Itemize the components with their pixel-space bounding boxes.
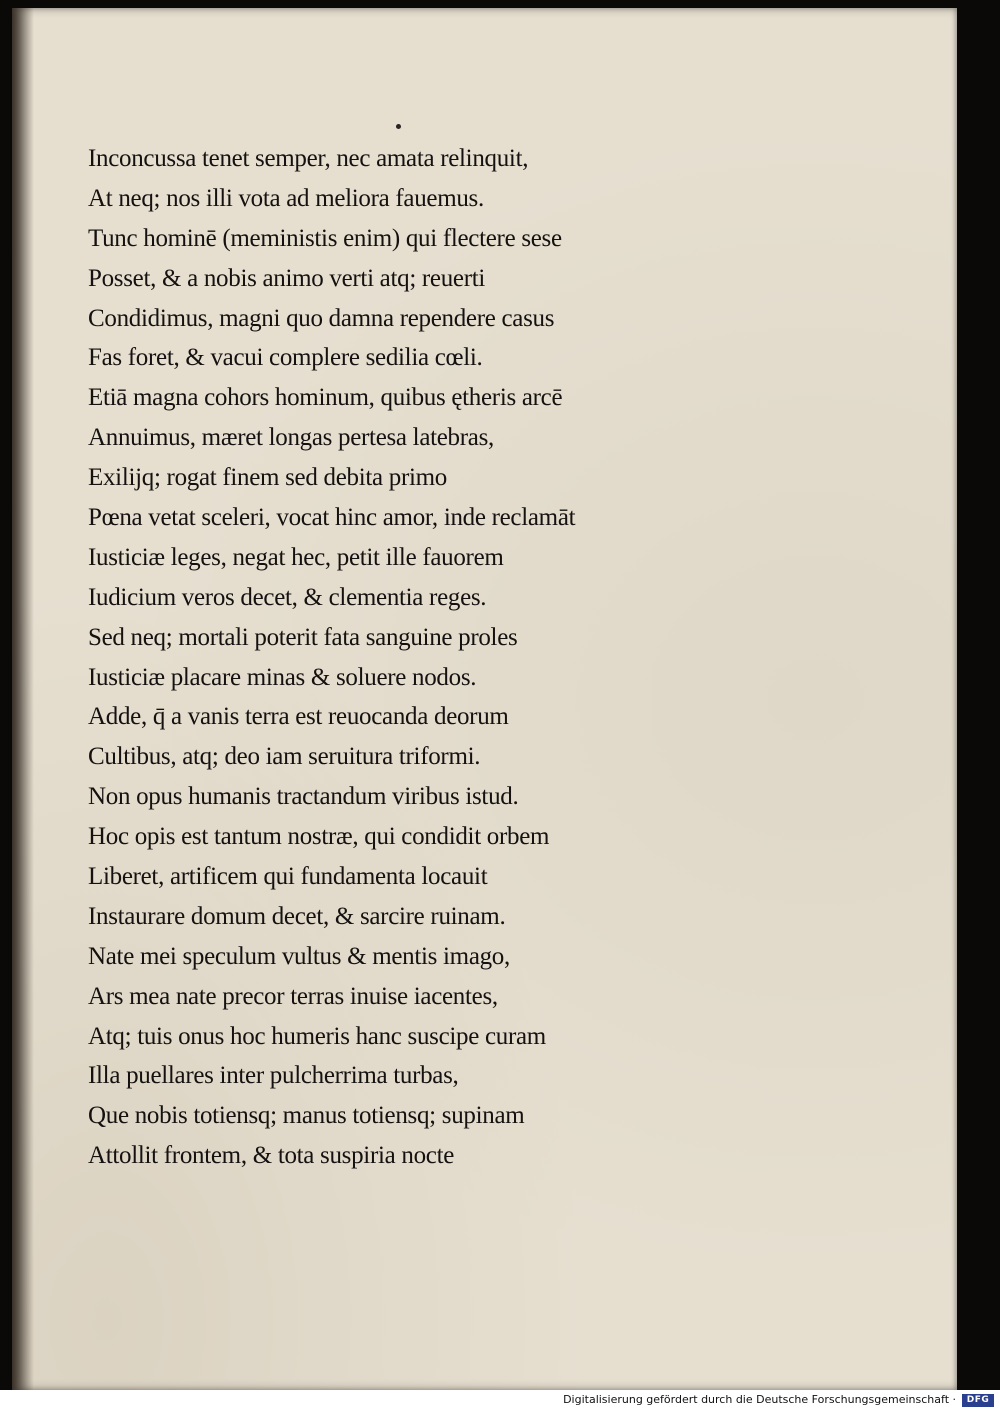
verse-line: Condidimus, magni quo damna rependere casus bbox=[88, 304, 555, 332]
verse-line: Sed neq; mortali poterit fata sanguine proles bbox=[88, 623, 518, 651]
verse-line: Atq; tuis onus hoc humeris hanc suscipe curam bbox=[88, 1022, 546, 1050]
verse-line: Adde, q̄ a vanis terra est reuocanda deorum bbox=[88, 703, 509, 731]
verse-line: At neq; nos illi vota ad meliora fauemus. bbox=[88, 184, 484, 212]
verse-line: Ars mea nate precor terras inuise iacentes, bbox=[88, 982, 498, 1010]
verse-line: Etiā magna cohors hominum, quibus ętheris arcē bbox=[88, 384, 563, 412]
verse-line: Attollit frontem, & tota suspiria nocte bbox=[88, 1142, 455, 1170]
dfg-logo: DFG bbox=[962, 1394, 994, 1407]
verse-line: Iusticiæ placare minas & soluere nodos. bbox=[88, 663, 477, 691]
ink-speck bbox=[396, 124, 401, 129]
poem-text-block bbox=[88, 139, 668, 1176]
verse-line: Instaurare domum decet, & sarcire ruinam. bbox=[88, 902, 506, 930]
verse-line: Annuimus, mæret longas pertesa latebras, bbox=[88, 424, 494, 452]
verse-line: Pœna vetat sceleri, vocat hinc amor, inde reclamāt bbox=[88, 504, 576, 532]
verse-line: Illa puellares inter pulcherrima turbas, bbox=[88, 1062, 459, 1090]
verse-line: Tunc hominē (meministis enim) qui flectere sese bbox=[88, 224, 562, 252]
funding-credit: Digitalisierung gefördert durch die Deutsche Forschungsgemeinschaft · bbox=[563, 1393, 956, 1406]
verse-line: Hoc opis est tantum nostræ, qui condidit orbem bbox=[88, 823, 550, 851]
verse-line: Iudicium veros decet, & clementia reges. bbox=[88, 583, 487, 611]
verse-line: Non opus humanis tractandum viribus istud. bbox=[88, 783, 519, 811]
verse-line: Fas foret, & vacui complere sedilia cœli. bbox=[88, 344, 483, 372]
verse-line: Posset, & a nobis animo verti atq; reuerti bbox=[88, 264, 486, 292]
verse-line: Nate mei speculum vultus & mentis imago, bbox=[88, 942, 510, 970]
page-gutter-shadow bbox=[12, 8, 34, 1390]
verse-line: Iusticiæ leges, negat hec, petit ille fauorem bbox=[88, 543, 504, 571]
verse-line: Liberet, artificem qui fundamenta locauit bbox=[88, 863, 488, 891]
verse-line: Que nobis totiensq; manus totiensq; supinam bbox=[88, 1102, 525, 1130]
scanned-page bbox=[12, 8, 957, 1390]
verse-line: Cultibus, atq; deo iam seruitura triformi. bbox=[88, 743, 481, 771]
verse-line: Inconcussa tenet semper, nec amata relinquit, bbox=[88, 145, 529, 172]
digitization-footer bbox=[0, 1390, 1000, 1413]
verse-line: Exilijq; rogat finem sed debita primo bbox=[88, 464, 447, 492]
